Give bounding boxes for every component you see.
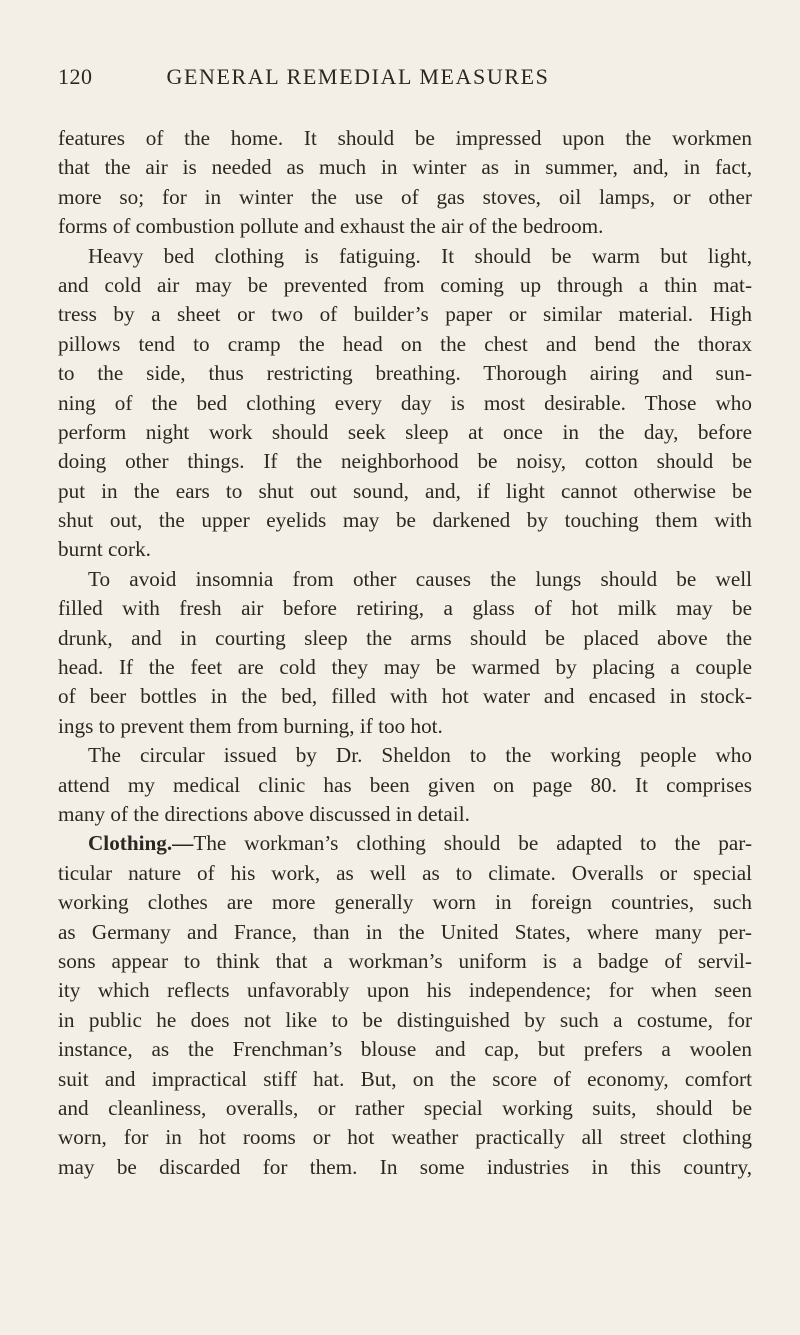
- text-line: working clothes are more generally worn in foreign countries, such: [58, 890, 752, 915]
- text-line: ticular nature of his work, as well as to climate. Overalls or special: [58, 860, 752, 885]
- text-line: [58, 829, 752, 858]
- text-line: The circular issued by Dr. Sheldon to the working people who: [88, 743, 752, 768]
- page-header: [58, 64, 618, 104]
- text-line: put in the ears to shut out sound, and, if light cannot otherwise be: [58, 478, 752, 503]
- text-line: drunk, and in courting sleep the arms should be placed above the: [58, 625, 752, 650]
- text-line: To avoid insomnia from other causes the lungs should be well: [88, 566, 752, 591]
- text-line: sons appear to think that a workman’s uniform is a badge of servil-: [58, 948, 752, 973]
- text-line: pillows tend to cramp the head on the chest and bend the thorax: [58, 331, 752, 356]
- text-line: shut out, the upper eyelids may be darkened by touching them with: [58, 508, 752, 533]
- text-line: ity which reflects unfavorably upon his independence; for when seen: [58, 978, 752, 1003]
- text-line-rest: The workman’s clothing should be adapted to the par-: [193, 831, 752, 856]
- text-line: more so; for in winter the use of gas stoves, oil lamps, or other: [58, 184, 752, 209]
- text-line: Heavy bed clothing is fatiguing. It should be warm but light,: [88, 243, 752, 268]
- page-number: 120: [58, 64, 93, 89]
- text-line: features of the home. It should be impressed upon the workmen: [58, 126, 752, 150]
- section-run-in-heading: Clothing.—: [88, 831, 194, 856]
- running-head: GENERAL REMEDIAL MEASURES: [166, 64, 550, 89]
- body-text: [58, 124, 752, 1182]
- text-line: to the side, thus restricting breathing. Thorough airing and sun-: [58, 361, 752, 386]
- text-line: of beer bottles in the bed, filled with hot water and encased in stock-: [58, 684, 752, 709]
- text-line: instance, as the Frenchman’s blouse and cap, but prefers a woolen: [58, 1037, 752, 1062]
- text-line: and cleanliness, overalls, or rather special working suits, should be: [58, 1095, 752, 1120]
- text-line: in public he does not like to be distinguished by such a costume, for: [58, 1007, 752, 1032]
- text-line: attend my medical clinic has been given on page 80. It comprises: [58, 772, 752, 797]
- text-line: forms of combustion pollute and exhaust the air of the bedroom.: [58, 214, 604, 239]
- text-line: suit and impractical stiff hat. But, on the score of economy, comfort: [58, 1066, 752, 1091]
- text-line: that the air is needed as much in winter as in summer, and, in fact,: [58, 155, 752, 180]
- text-line: burnt cork.: [58, 537, 151, 562]
- text-line: tress by a sheet or two of builder’s paper or similar material. High: [58, 302, 752, 327]
- text-line: doing other things. If the neighborhood be noisy, cotton should be: [58, 449, 752, 474]
- text-line: many of the directions above discussed in detail.: [58, 801, 470, 826]
- text-line: ings to prevent them from burning, if too hot.: [58, 713, 443, 738]
- text-line: and cold air may be prevented from coming up through a thin mat-: [58, 272, 752, 297]
- text-line: may be discarded for them. In some industries in this country,: [58, 1154, 752, 1179]
- text-line: head. If the feet are cold they may be warmed by placing a couple: [58, 655, 752, 680]
- text-line: perform night work should seek sleep at once in the day, before: [58, 419, 752, 444]
- text-line: ning of the bed clothing every day is most desirable. Those who: [58, 390, 752, 415]
- text-line: worn, for in hot rooms or hot weather practically all street clothing: [58, 1125, 752, 1150]
- text-line: as Germany and France, than in the United States, where many per-: [58, 919, 752, 944]
- text-line: filled with fresh air before retiring, a glass of hot milk may be: [58, 596, 752, 621]
